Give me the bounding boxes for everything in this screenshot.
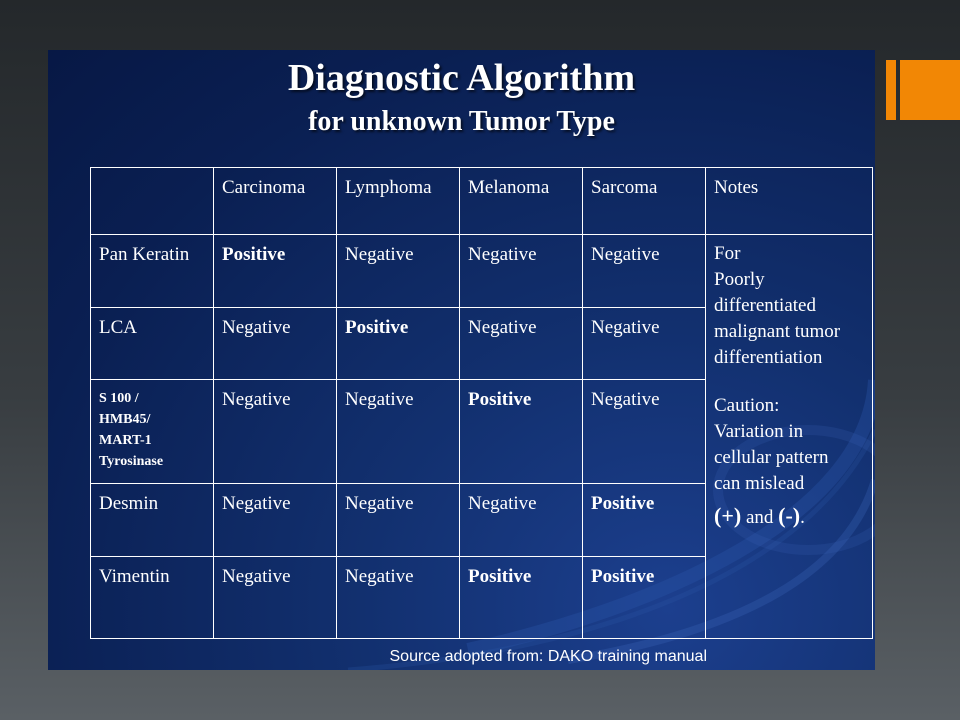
table-cell: Negative (460, 307, 583, 380)
table-cell: Positive (460, 380, 583, 484)
row-label: Pan Keratin (91, 234, 214, 307)
table-cell: Negative (214, 484, 337, 557)
row-label-line: S 100 / (99, 391, 139, 407)
accent-square (900, 60, 960, 120)
table-cell: Negative (214, 556, 337, 638)
table-cell: Negative (214, 380, 337, 484)
table-header-row (91, 168, 873, 235)
row-label-line: MART-1 (99, 433, 152, 449)
header-notes: Notes (706, 168, 873, 235)
source-text: Source adopted from: DAKO training manual (389, 648, 707, 665)
table-cell: Negative (460, 484, 583, 557)
slide-subtitle: for unknown Tumor Type (308, 106, 615, 137)
notes-minus: (-) (778, 502, 801, 528)
table-row (91, 234, 873, 307)
header-cell-empty (91, 168, 214, 235)
notes-line: Poorly (714, 268, 765, 290)
slide (48, 50, 875, 670)
row-label: Vimentin (91, 556, 214, 638)
table-cell: Positive (583, 556, 706, 638)
table-cell: Positive (460, 556, 583, 638)
notes-plus: (+) (714, 502, 742, 528)
table-cell: Negative (337, 234, 460, 307)
header-melanoma: Melanoma (460, 168, 583, 235)
notes-line: can mislead (714, 472, 805, 494)
table-cell: Positive (214, 234, 337, 307)
notes-cell (706, 234, 873, 638)
notes-line: malignant tumor (714, 320, 841, 342)
slide-title: Diagnostic Algorithm (287, 57, 636, 99)
row-label-line: Tyrosinase (99, 454, 164, 470)
notes-line: cellular pattern (714, 446, 829, 468)
notes-line: Variation in (714, 420, 804, 442)
notes-line: differentiated (714, 294, 816, 316)
header-sarcoma: Sarcoma (583, 168, 706, 235)
table-cell: Negative (337, 380, 460, 484)
header-lymphoma: Lymphoma (337, 168, 460, 235)
row-label: LCA (91, 307, 214, 380)
diagnostic-table (90, 167, 873, 639)
table-cell: Negative (337, 484, 460, 557)
row-label (91, 380, 214, 484)
table-cell: Negative (337, 556, 460, 638)
notes-and: and (745, 506, 774, 528)
notes-period: . (800, 506, 805, 528)
notes-for: For (714, 242, 741, 264)
notes-line: differentiation (714, 346, 823, 368)
table-cell: Positive (583, 484, 706, 557)
notes-caution: Caution: (714, 394, 780, 416)
table-cell: Negative (583, 234, 706, 307)
row-label-line: HMB45/ (99, 412, 151, 428)
accent-bar-left (886, 60, 896, 120)
table-cell: Negative (460, 234, 583, 307)
table-cell: Negative (214, 307, 337, 380)
notes-legend (714, 503, 864, 531)
source-caption (48, 648, 875, 666)
row-label: Desmin (91, 484, 214, 557)
header-carcinoma: Carcinoma (214, 168, 337, 235)
table-cell: Negative (583, 380, 706, 484)
table-cell: Positive (337, 307, 460, 380)
table-cell: Negative (583, 307, 706, 380)
